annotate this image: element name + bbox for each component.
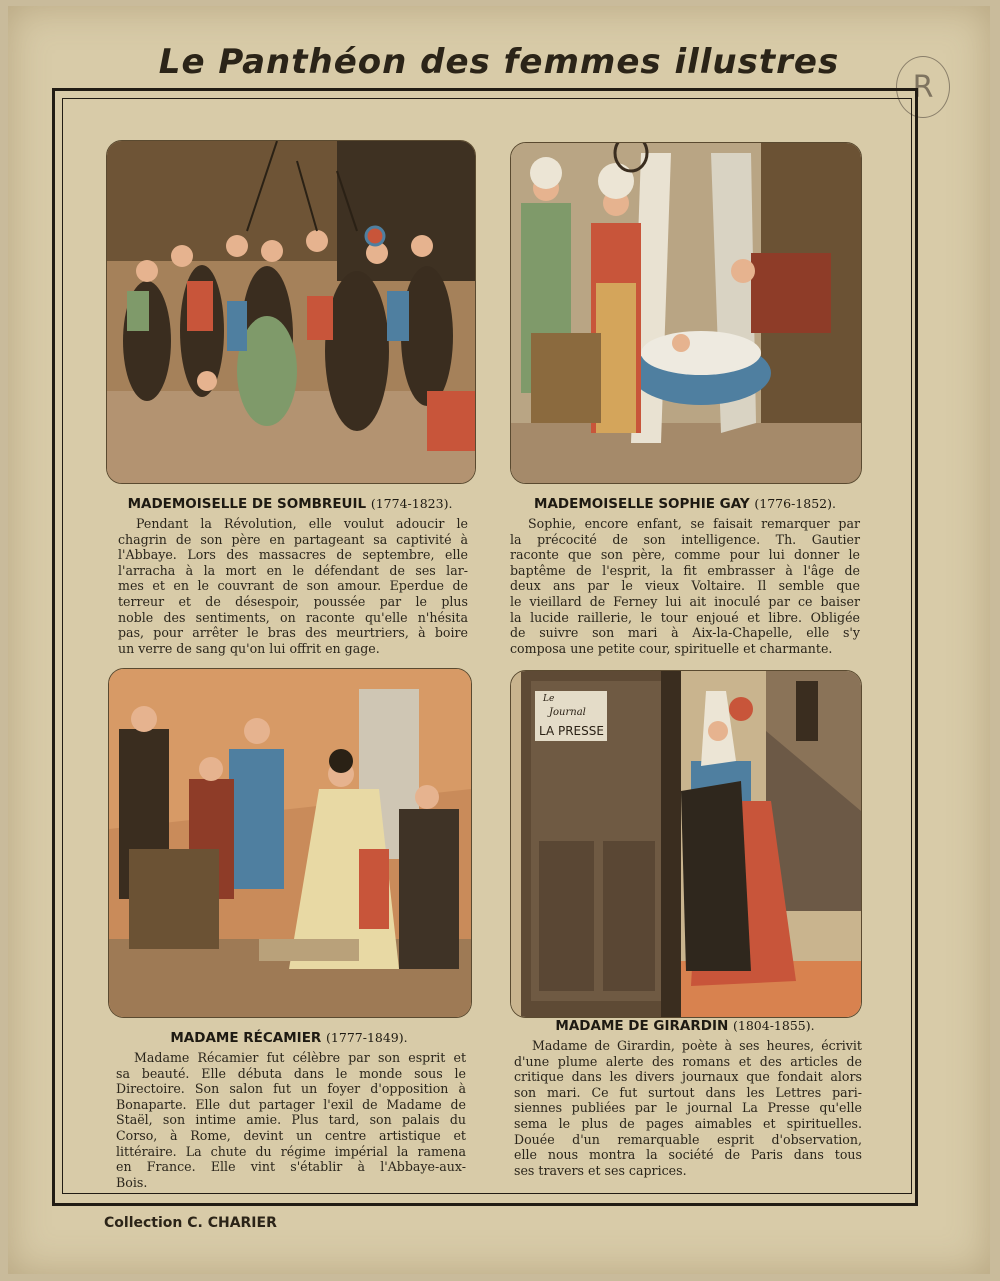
text-line: son mari. Ce fut surtout dans les Lettres pari- <box>514 1084 862 1100</box>
sophie-gay-scene <box>511 143 861 483</box>
caption-dates: (1774-1823). <box>370 496 453 511</box>
text-line: composa une petite cour, spirituelle et charmante. <box>510 640 833 656</box>
text-line: littéraire. La chute du régime impérial la ramena <box>116 1143 466 1159</box>
sombreuil-scene <box>107 141 475 483</box>
text-line: Madame de Girardin, poète à ses heures, écrivit <box>532 1038 862 1053</box>
caption-dates: (1804-1855). <box>733 1018 815 1033</box>
illustration-girardin <box>510 670 862 1018</box>
text-line: l'Abbaye. Lors des massacres de septembre, elle <box>118 547 468 563</box>
caption-dates: (1777-1849). <box>326 1030 408 1045</box>
caption-name: MADEMOISELLE SOPHIE GAY <box>534 496 750 512</box>
collection-footer: Collection C. CHARIER <box>104 1215 277 1231</box>
illustration-sophie-gay <box>510 142 862 484</box>
sign-line-1: Le <box>543 694 555 704</box>
illustration-sombreuil <box>106 140 476 484</box>
text-line: Corso, à Rome, devint un centre artistique et <box>116 1127 466 1143</box>
text-line: raconte que son père, comme pour lui donner le <box>510 547 860 563</box>
text-line: Staël, son intime amie. Plus tard, son palais du <box>116 1112 466 1128</box>
text-line: l'arracha à la mort en le défendant de ses lar- <box>118 562 468 578</box>
text-line: la précocité de son intelligence. Th. Gautier <box>510 531 860 547</box>
text-line: mes et en le couvrant de son amour. Eperdue de <box>118 578 468 594</box>
text-line: en France. Elle vint s'établir à l'Abbaye-aux- <box>116 1159 466 1175</box>
text-line: Bonaparte. Elle dut partager l'exil de Madame de <box>116 1096 466 1112</box>
text-sophie-gay <box>510 516 860 656</box>
text-line: critique dans les divers journaux que fondait alors <box>514 1069 862 1085</box>
caption-dates: (1776-1852). <box>754 496 836 511</box>
text-line: le vieillard de Ferney lui ait inoculé par ce baiser <box>510 593 860 609</box>
text-sombreuil <box>118 516 468 656</box>
caption-name: MADAME DE GIRARDIN <box>555 1018 729 1034</box>
text-line: sema le plus de pages aimables et spirituelles. <box>514 1115 862 1131</box>
caption-recamier <box>108 1030 470 1046</box>
text-line: la lucide raillerie, le tour enjoué et libre. Obligée <box>510 609 860 625</box>
archive-stamp: R <box>896 56 950 118</box>
text-line: un verre de sang qu'on lui offrit en gage. <box>118 640 380 656</box>
text-line: sa beauté. Elle débuta dans le monde sous le <box>116 1065 466 1081</box>
text-line: ses travers et ses caprices. <box>514 1162 687 1178</box>
text-line: noble des sentiments, on raconte qu'elle n'hésita <box>118 609 468 625</box>
text-line: terreur et de désespoir, poussée par le plus <box>118 593 468 609</box>
text-line: Douée d'un remarquable esprit d'observation, <box>514 1131 862 1147</box>
page-title: Le Panthéon des femmes illustres <box>158 42 840 82</box>
text-recamier <box>116 1050 466 1190</box>
text-line: chagrin de son père en partageant sa captivité à <box>118 531 468 547</box>
recamier-scene <box>109 669 471 1017</box>
illustration-recamier <box>108 668 472 1018</box>
text-line: Directoire. Son salon fut un foyer d'opposition à <box>116 1081 466 1097</box>
sign-line-2: Journal <box>549 707 586 718</box>
caption-sophie-gay <box>510 496 860 512</box>
text-line: pas, pour arrêter le bras des meurtriers, à boire <box>118 625 468 641</box>
text-line: d'une plume alerte des romans et des articles de <box>514 1053 862 1069</box>
text-line: elle nous montra la société de Paris dans tous <box>514 1147 862 1163</box>
caption-name: MADAME RÉCAMIER <box>170 1030 322 1046</box>
text-line: siennes publiées par le journal La Presse qu'elle <box>514 1100 862 1116</box>
text-line: baptême de l'esprit, la fit embrasser à l'âge de <box>510 562 860 578</box>
caption-girardin <box>510 1018 860 1034</box>
text-line: de suivre son mari à Aix-la-Chapelle, elle s'y <box>510 625 860 641</box>
girardin-scene <box>511 671 861 1017</box>
sign-line-3: LA PRESSE <box>539 724 604 738</box>
caption-name: MADEMOISELLE DE SOMBREUIL <box>127 496 367 512</box>
text-line: Madame Récamier fut célèbre par son esprit et <box>134 1050 466 1065</box>
text-line: Pendant la Révolution, elle voulut adoucir le <box>136 516 468 531</box>
text-line: deux ans par le vieux Voltaire. Il semble que <box>510 578 860 594</box>
text-girardin <box>514 1038 862 1178</box>
text-line: Sophie, encore enfant, se faisait remarquer par <box>528 516 860 531</box>
text-line: Bois. <box>116 1174 148 1190</box>
caption-sombreuil <box>106 496 474 512</box>
